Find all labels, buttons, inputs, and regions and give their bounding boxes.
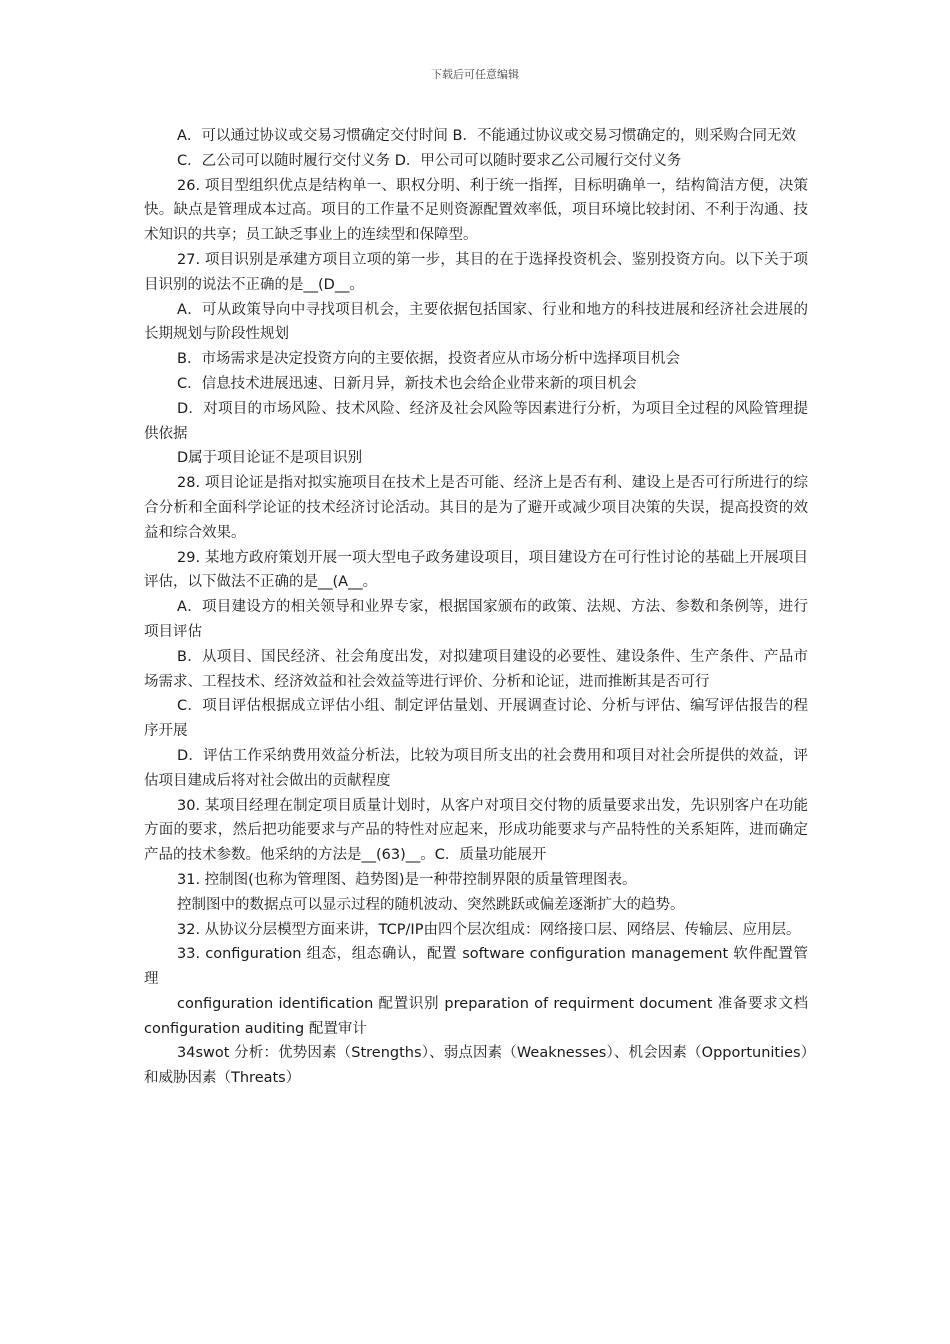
paragraph: D．评估工作采纳费用效益分析法，比较为项目所支出的社会费用和项目对社会所提供的效益，评估项目建成后将对社会做出的贡献程度 — [144, 747, 808, 789]
page-header: 下载后可任意编辑 — [431, 68, 519, 81]
paragraph: B．市场需求是决定投资方向的主要依据，投资者应从市场分析中选择项目机会 — [177, 351, 680, 368]
paragraph: A．可以通过协议或交易习惯确定交付时间 B．不能通过协议或交易习惯确定的，则采购合同无效 — [177, 128, 796, 144]
paragraph: A．项目建设方的相关领导和业界专家，根据国家颁布的政策、法规、方法、参数和条例等，进行项目评估 — [144, 599, 808, 640]
paragraph: D．对项目的市场风险、技术风险、经济及社会风险等因素进行分析，为项目全过程的风险管理提供依据 — [144, 400, 808, 442]
paragraph: C．信息技术进展迅速、日新月异，新技术也会给企业带来新的项目机会 — [177, 375, 637, 392]
paragraph: 26. 项目型组织优点是结构单一、职权分明、利于统一指挥，目标明确单一，结构简洁方便，决策快。缺点是管理成本过高。项目的工作量不足则资源配置效率低，项目环境比较封闭、不利于沟通、技术知识的共享；员工缺乏事业上的连续型和保障型。 — [144, 177, 808, 244]
document-body — [144, 124, 808, 1091]
paragraph: 控制图中的数据点可以显示过程的随机波动、突然跳跃或偏差逐渐扩大的趋势。 — [177, 896, 685, 913]
paragraph: 30. 某项目经理在制定项目质量计划时，从客户对项目交付物的质量要求出发，先识别客户在功能方面的要求，然后把功能要求与产品的特性对应起来，形成功能要求与产品特性的关系矩阵，进而确定产品的技术参数。他采纳的方法是__(63)__。C．质量功能展开 — [144, 797, 808, 864]
paragraph: 31. 控制图(也称为管理图、趋势图)是一种带控制界限的质量管理图表。 — [177, 871, 637, 888]
paragraph: 29. 某地方政府策划开展一项大型电子政务建设项目，项目建设方在可行性讨论的基础上开展项目评估，以下做法不正确的是__(A__。 — [144, 549, 808, 591]
paragraph: D属于项目论证不是项目识别 — [177, 450, 363, 467]
paragraph: C．项目评估根据成立评估小组、制定评估量划、开展调查讨论、分析与评估、编写评估报告的程序开展 — [144, 698, 808, 740]
paragraph: 28. 项目论证是指对拟实施项目在技术上是否可能、经济上是否有利、建设上是否可行所进行的综合分析和全面科学论证的技术经济讨论活动。其目的是为了避开或减少项目决策的失误，提高投资的效益和综合效果。 — [144, 475, 808, 541]
paragraph: B．从项目、国民经济、社会角度出发，对拟建项目建设的必要性、建设条件、生产条件、产品市场需求、工程技术、经济效益和社会效益等进行评价、分析和论证，进而推断其是否可行 — [144, 648, 808, 690]
paragraph: A．可从政策导向中寻找项目机会，主要依据包括国家、行业和地方的科技进展和经济社会进展的长期规划与阶段性规划 — [144, 301, 808, 343]
paragraph: C．乙公司可以随时履行交付义务 D．甲公司可以随时要求乙公司履行交付义务 — [177, 152, 682, 169]
paragraph: 33. configuration 组态，组态确认，配置 software configuration management 软件配置管理 — [144, 946, 808, 988]
paragraph: 32. 从协议分层模型方面来讲，TCP/IP由四个层次组成：网络接口层、网络层、传输层、应用层。 — [177, 921, 801, 938]
paragraph: 34swot 分析：优势因素（Strengths）、弱点因素（Weaknesses）、机会因素（Opportunities）和威胁因素（Threats） — [144, 1045, 808, 1087]
paragraph: 27. 项目识别是承建方项目立项的第一步，其目的在于选择投资机会、鉴别投资方向。以下关于项目识别的说法不正确的是__(D__。 — [144, 251, 808, 293]
paragraph: configuration identification 配置识别 preparation of requirment document 准备要求文档 configuration auditing 配置审计 — [144, 995, 808, 1037]
